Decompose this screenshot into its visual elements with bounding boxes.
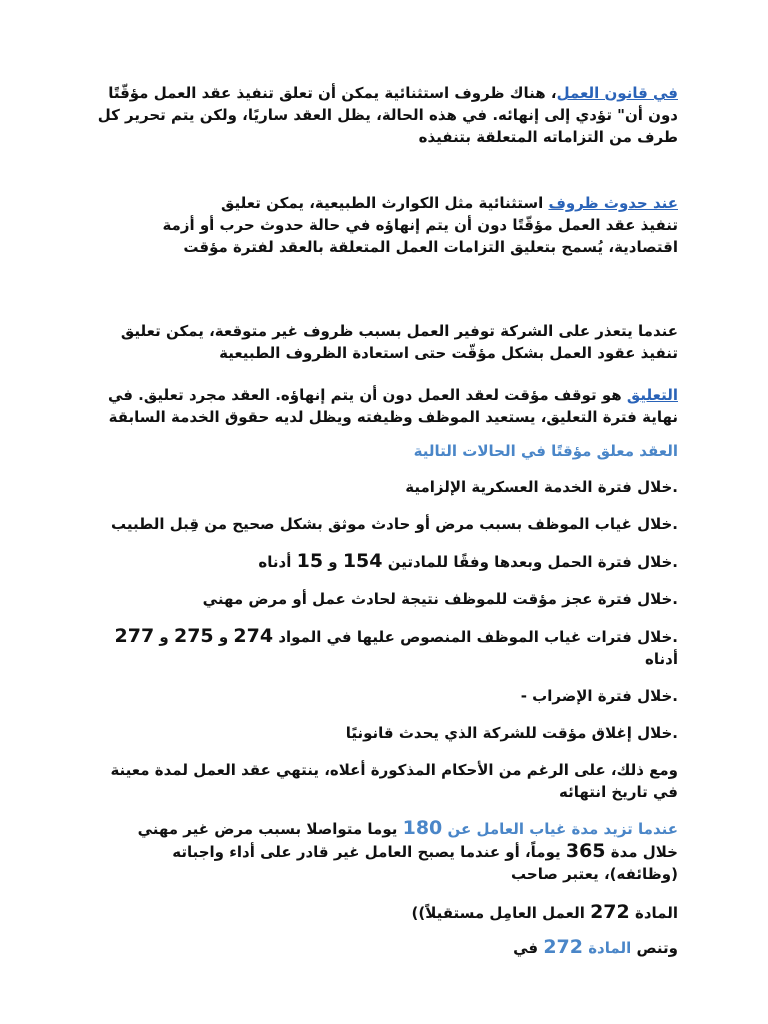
list-item-illness-absence: .خلال غياب الموظف بسبب مرض أو حادث موثق بشكل صحيح من قِبل الطبيب — [111, 515, 678, 533]
paragraph-article-272 — [92, 901, 678, 924]
list-item-pregnancy-text-c: أدناه — [258, 553, 297, 571]
paragraph-company-unable: عندما يتعذر على الشركة توفير العمل بسبب ظروف غير متوقعة، يمكن تعليق تنفيذ عقود العمل بشكل مؤقّت حتى استعادة الظروف الطبيعية — [120, 322, 678, 362]
list-item-absence-text-c: و — [154, 628, 174, 646]
paragraph-suspension-definition — [92, 384, 678, 428]
list-item-pregnancy — [92, 550, 678, 573]
paragraph-labor-law — [92, 82, 678, 148]
list-item-absence-text-a: .خلال فترات غياب الموظف المنصوص عليها في المواد — [273, 628, 678, 646]
paragraph-suspension-text: هو توقف مؤقت لعقد العمل دون أن يتم إنهاؤه. العقد مجرد تعليق. في نهاية فترة التعليق، يستعيد الموظف وظيفته ويظل لديه حقوق الخدمة السابقة — [107, 386, 678, 426]
article-272b-text-b: في — [513, 939, 544, 957]
list-item-pregnancy-text-a: .خلال فترة الحمل وبعدها وفقًا للمادتين — [382, 553, 678, 571]
paragraph-absence-text-b: يوماً، أو عندما يصبح العامل غير قادر على أداء واجباته (وظائفه)، يعتبر صاحب — [172, 843, 678, 883]
article-number-272-blue: 272 — [543, 936, 583, 958]
link-labor-law[interactable]: في قانون العمل — [556, 84, 678, 102]
paragraph-exceptional-text: استثنائية مثل الكوارث الطبيعية، يمكن تعليق — [221, 194, 549, 212]
section-heading-suspension-cases: العقد معلق مؤقتًا في الحالات التالية — [413, 442, 678, 460]
list-item-absence-text-d: أدناه — [645, 650, 678, 668]
paragraph-absence-blue-text: عندما تزيد مدة غياب العامل عن — [442, 820, 678, 838]
list-item-temporary-disability: .خلال فترة عجز مؤقت للموظف نتيجة لحادث عمل أو مرض مهني — [202, 590, 678, 608]
article-number-277: 277 — [114, 625, 155, 647]
paragraph-absence-180 — [92, 817, 678, 885]
article-272b-blue-label: المادة — [582, 939, 632, 957]
article-number-275: 275 — [173, 625, 214, 647]
article-number-15: 15 — [296, 550, 324, 572]
list-item-absence-text-b: و — [213, 628, 234, 646]
link-suspension[interactable]: التعليق — [626, 386, 678, 404]
article-number-274: 274 — [233, 625, 274, 647]
paragraph-exceptional-circumstances — [92, 192, 678, 258]
paragraph-however: ومع ذلك، على الرغم من الأحكام المذكورة أعلاه، ينتهي عقد العمل لمدة معينة في تاريخ انتهائه — [110, 761, 678, 801]
number-180: 180 — [402, 817, 443, 839]
list-item-strike: .خلال فترة الإضراب - — [520, 687, 678, 705]
list-item-absence-articles — [92, 625, 678, 670]
list-item-military-service: .خلال فترة الخدمة العسكرية الإلزامية — [405, 478, 678, 496]
paragraph-labor-law-text: ، هناك ظروف استثنائية يمكن أن تعلق تنفيذ عقد العمل مؤقّتًا دون أن" تؤدي إلى إنهائه. في هذه الحالة، يظل العقد ساريًا، ولكن يتم تحرير كل طرف من التزاماته المتعلقة بتنفيذه — [97, 84, 678, 146]
article-272b-text-a: وتنص — [631, 939, 678, 957]
document-page — [92, 82, 678, 959]
paragraph-exceptional-text-2: تنفيذ عقد العمل مؤقّتًا دون أن يتم إنهاؤه في حالة حدوث حرب أو أزمة اقتصادية، يُسمح بتعليق التزامات العمل المتعلقة بالعقد لفترة مؤقت — [162, 216, 678, 256]
number-365: 365 — [565, 840, 606, 862]
paragraph-absence-text-a: يوما متواصلا بسبب مرض غير مهني خلال مدة — [137, 820, 678, 861]
link-exceptional-circumstances[interactable]: عند حدوث ظروف — [548, 194, 678, 212]
list-item-temporary-closure: .خلال إغلاق مؤقت للشركة الذي يحدث قانونيًا — [345, 724, 678, 742]
article-number-272: 272 — [590, 901, 630, 923]
paragraph-article-272-stipulates — [92, 936, 678, 959]
list-item-pregnancy-text-b: و — [323, 553, 343, 571]
article-272-text-a: المادة — [629, 904, 678, 922]
article-272-text-b: العمل العامِل مستقيلاً)) — [411, 904, 591, 922]
article-number-154: 154 — [342, 550, 383, 572]
